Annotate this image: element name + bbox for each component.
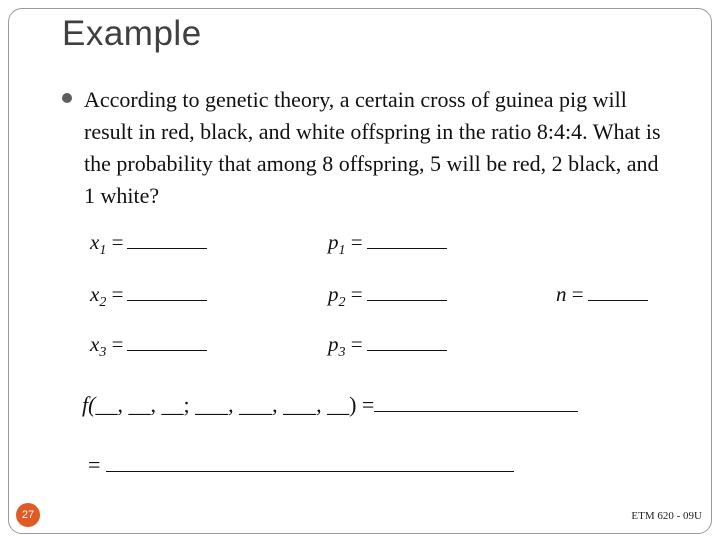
p3-blank: [367, 332, 447, 351]
final-blank: [106, 455, 514, 472]
x3-equation: $x_3$ =: [90, 332, 207, 361]
x3-blank: [127, 332, 207, 351]
x2-blank: [127, 282, 207, 301]
p2-blank: [367, 282, 447, 301]
multinomial-formula: f(__, __, __; ___, ___, ___, __) =: [82, 392, 578, 418]
slide-number-badge: 27: [16, 503, 40, 527]
p3-equation: $p_3$ =: [328, 332, 447, 361]
n-equation: n =: [556, 282, 648, 307]
x2-equation: $x_2$ =: [90, 282, 207, 311]
x1-equation: $x_1$ =: [90, 230, 207, 259]
x1-blank: [127, 230, 207, 249]
problem-statement: According to genetic theory, a certain cross of guinea pig will result in red, black, and white offspring in the ratio 8:4:4. What is the probability that among 8 offspring, 5 will be red, 2 black, and 1 white?: [84, 87, 661, 208]
slide-title: Example: [62, 14, 202, 53]
result-blank: [374, 395, 578, 412]
p2-equation: $p_2$ =: [328, 282, 447, 311]
footer-course-code: ETM 620 - 09U: [631, 510, 702, 522]
bullet-icon: [62, 93, 72, 103]
n-blank: [588, 282, 648, 301]
final-computation-line: =: [88, 452, 514, 478]
p1-blank: [367, 230, 447, 249]
p1-equation: $p_1$ =: [328, 230, 447, 259]
